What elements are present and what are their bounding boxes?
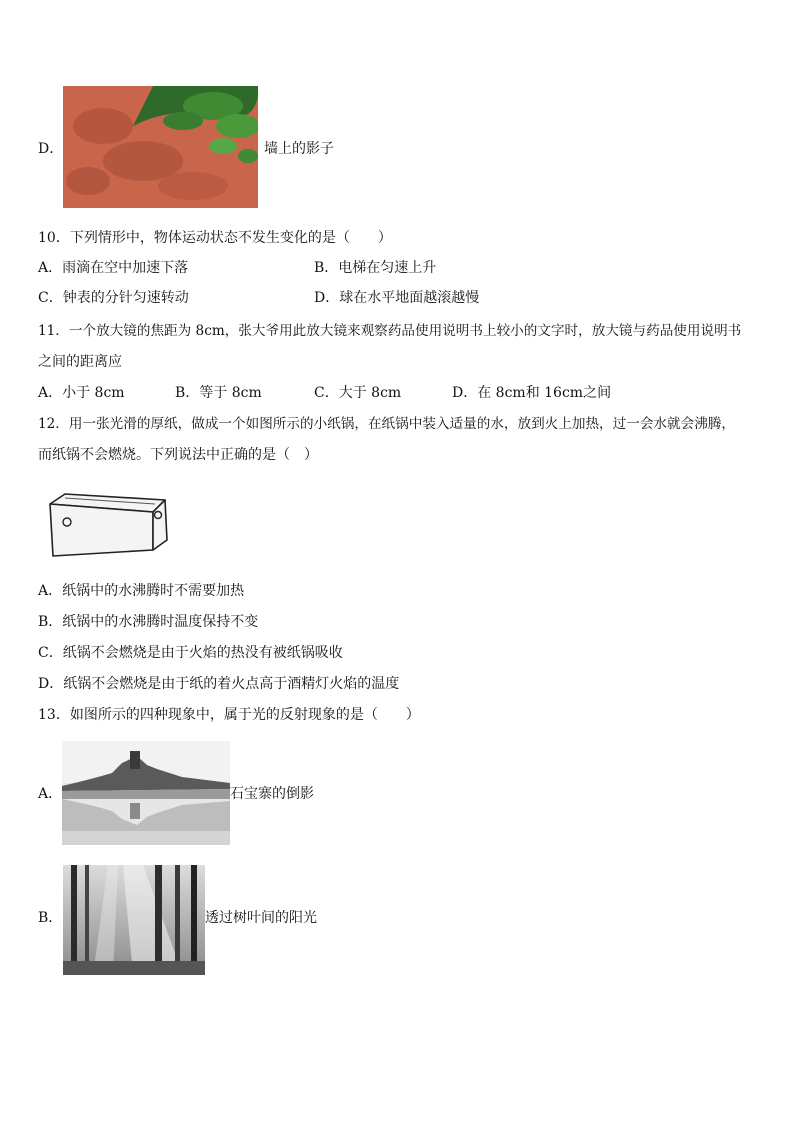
q11-option-b: B．等于 8cm (175, 385, 262, 401)
q12-stem-line1: 12．用一张光滑的厚纸，做成一个如图所示的小纸锅，在纸锅中装入适量的水，放到火上加热，过一会水就会沸腾， (38, 416, 735, 432)
q12-stem-line2: 而纸锅不会燃烧。下列说法中正确的是（ ） (38, 447, 318, 463)
q12-option-a: A．纸锅中的水沸腾时不需要加热 (38, 583, 245, 599)
q13-option-b-label: B． (38, 910, 63, 926)
option-d-caption: 墙上的影子 (264, 141, 334, 157)
q12-option-c: C．纸锅不会燃烧是由于火焰的热没有被纸锅吸收 (38, 645, 343, 661)
paper-pot-figure (45, 490, 170, 562)
wall-shadow-image (63, 86, 258, 208)
q11-option-c: C．大于 8cm (314, 385, 402, 401)
q13-stem: 13．如图所示的四种现象中，属于光的反射现象的是（ ） (38, 707, 420, 723)
pagoda-reflection-image (62, 741, 230, 845)
q10-option-b: B．电梯在匀速上升 (314, 260, 437, 276)
option-d-label: D． (38, 141, 64, 157)
q10-stem: 10．下列情形中，物体运动状态不发生变化的是（ ） (38, 230, 392, 246)
q11-option-a: A．小于 8cm (38, 385, 125, 401)
q11-stem-line1: 11．一个放大镜的焦距为 8cm，张大爷用此放大镜来观察药品使用说明书上较小的文字时，放大镜与药品使用说明书 (38, 323, 742, 339)
q12-option-d: D．纸锅不会燃烧是由于纸的着火点高于酒精灯火焰的温度 (38, 676, 400, 692)
q13-option-a-caption: 石宝寨的倒影 (230, 786, 314, 802)
q11-option-d: D．在 8cm和 16cm之间 (452, 385, 612, 401)
q13-option-b-caption: 透过树叶间的阳光 (205, 910, 317, 926)
q12-option-b: B．纸锅中的水沸腾时温度保持不变 (38, 614, 259, 630)
q10-option-d: D．球在水平地面越滚越慢 (314, 290, 480, 306)
q11-stem-line2: 之间的距离应 (38, 354, 122, 370)
q13-option-a-label: A． (38, 786, 63, 802)
q10-option-a: A．雨滴在空中加速下落 (38, 260, 189, 276)
q10-option-c: C．钟表的分针匀速转动 (38, 290, 189, 306)
forest-sunlight-image (63, 865, 205, 975)
